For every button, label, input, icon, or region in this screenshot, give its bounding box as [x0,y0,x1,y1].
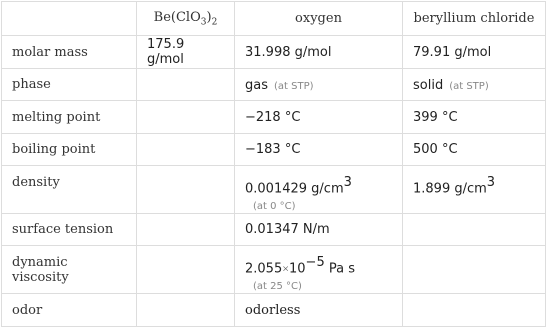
cell-empty [137,214,235,246]
row-label: odor [2,294,137,327]
cell-empty [137,294,235,327]
header-oxygen: oxygen [235,2,403,36]
condition-note: (at STP) [274,80,314,92]
cell-value: gas (at STP) [235,69,403,101]
header-beryllium-chlorate: $Be(ClO_3)_2$ [137,2,235,36]
cell-empty [403,214,546,246]
cell-value: 0.01347 N/m [235,214,403,246]
cell-value: −183 °C [235,134,403,166]
cell-empty [137,101,235,134]
cell-value: 1.899 $g/cm^3$ [403,166,546,214]
row-label: phase [2,69,137,101]
row-dynamic-viscosity [2,246,546,294]
condition-note: (at 25 °C) [253,281,302,293]
corner-cell [2,2,137,36]
row-label: melting point [2,101,137,134]
row-odor [2,294,546,327]
cell-empty [137,134,235,166]
cell-empty [137,246,235,294]
cell-value: 175.9 g/mol [137,36,235,69]
row-phase [2,69,546,101]
cell-value: $2.055\times 10^{-5}$ Pa s (at 25 °C) [235,246,403,294]
row-melting-point [2,101,546,134]
row-molar-mass [2,36,546,69]
cell-value: 500 °C [403,134,546,166]
properties-table [1,1,546,327]
cell-empty [137,69,235,101]
condition-note: (at 0 °C) [253,201,296,213]
condition-note: (at STP) [449,80,489,92]
cell-value: solid (at STP) [403,69,546,101]
cell-value: −218 °C [235,101,403,134]
cell-value: 399 °C [403,101,546,134]
row-surface-tension [2,214,546,246]
cell-empty [403,294,546,327]
cell-empty [137,166,235,214]
header-beryllium-chloride: beryllium chloride [403,2,546,36]
row-label: surface tension [2,214,137,246]
cell-value: 79.91 g/mol [403,36,546,69]
row-boiling-point [2,134,546,166]
row-density [2,166,546,214]
row-label: boiling point [2,134,137,166]
cell-value: 0.001429 $g/cm^3$ (at 0 °C) [235,166,403,214]
cell-value: 31.998 g/mol [235,36,403,69]
cell-empty [403,246,546,294]
row-label: dynamic viscosity [2,246,137,294]
row-label: density [2,166,137,214]
cell-value: odorless [235,294,403,327]
header-row [2,2,546,36]
row-label: molar mass [2,36,137,69]
